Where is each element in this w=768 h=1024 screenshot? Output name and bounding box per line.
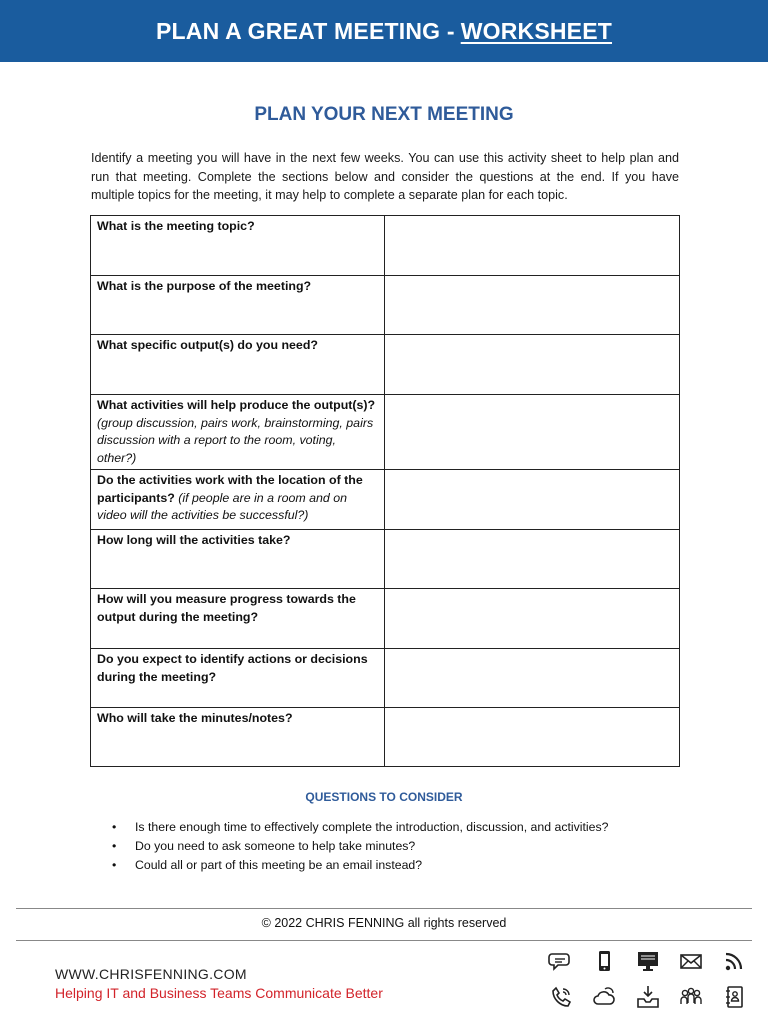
contact-icons — [540, 947, 755, 1019]
header-title-worksheet: WORKSHEET — [460, 17, 613, 44]
question-hint: (group discussion, pairs work, brainstorming, pairs discussion with a report to the room, voting, other?) — [97, 415, 374, 465]
mobile-icon[interactable] — [591, 948, 617, 974]
question-text: What activities will help produce the output(s)? — [97, 398, 376, 412]
answer-cell[interactable] — [385, 708, 680, 767]
table-row — [91, 649, 680, 708]
answer-cell[interactable] — [385, 276, 680, 335]
question-cell — [91, 530, 385, 589]
table-row — [91, 708, 680, 767]
question-text: Do the activities work with the location of the participants? — [97, 473, 363, 505]
header-title: PLAN A GREAT MEETING - — [155, 17, 455, 44]
question-text: Who will take the minutes/notes? — [97, 711, 293, 725]
answer-cell[interactable] — [385, 589, 680, 649]
question-cell — [91, 708, 385, 767]
answer-cell[interactable] — [385, 216, 680, 276]
page-title: PLAN YOUR NEXT MEETING — [254, 104, 514, 125]
question-cell — [91, 335, 385, 395]
list-item: • Could all or part of this meeting be an email instead? — [96, 856, 696, 875]
table-row — [91, 276, 680, 335]
table-row — [91, 216, 680, 276]
team-icon[interactable] — [678, 984, 704, 1010]
question-cell — [91, 649, 385, 708]
planning-table — [90, 215, 680, 767]
table-row — [91, 589, 680, 649]
question-cell — [91, 216, 385, 276]
rss-icon[interactable] — [721, 948, 747, 974]
question-cell — [91, 395, 385, 470]
questions-list — [96, 818, 696, 875]
page-header — [0, 0, 768, 62]
footer-divider-bottom — [16, 940, 752, 941]
question-text: What is the meeting topic? — [97, 219, 255, 233]
footer-divider-top — [16, 908, 752, 909]
question-text: How long will the activities take? — [97, 533, 291, 547]
questions-heading: QUESTIONS TO CONSIDER — [305, 790, 463, 804]
chat-icon[interactable] — [548, 948, 574, 974]
question-cell — [91, 276, 385, 335]
website-link[interactable]: WWW.CHRISFENNING.COM — [55, 966, 247, 982]
question-text: Do you expect to identify actions or decisions during the meeting? — [97, 652, 368, 684]
answer-cell[interactable] — [385, 470, 680, 530]
address-book-icon[interactable] — [721, 984, 747, 1010]
cloud-icon[interactable] — [591, 984, 617, 1010]
table-row — [91, 335, 680, 395]
copyright-text: © 2022 CHRIS FENNING all rights reserved — [261, 916, 507, 930]
question-cell — [91, 470, 385, 530]
question-cell — [91, 589, 385, 649]
list-item: • Is there enough time to effectively complete the introduction, discussion, and activities? — [96, 818, 696, 837]
answer-cell[interactable] — [385, 395, 680, 470]
table-row — [91, 470, 680, 530]
question-text: What is the purpose of the meeting? — [97, 279, 312, 293]
question-text: How will you measure progress towards the output during the meeting? — [97, 592, 356, 624]
question-text: What specific output(s) do you need? — [97, 338, 318, 352]
intro-paragraph: Identify a meeting you will have in the next few weeks. You can use this activity sheet to help plan and run that meeting. Complete the sections below and consider the questions at the end. If you have multiple topics for the meeting, it may help to complete a separate plan for each topic. — [91, 151, 679, 202]
question-hint: (if people are in a room and on video will the activities be successful?) — [97, 490, 348, 522]
table-row — [91, 530, 680, 589]
email-icon[interactable] — [678, 948, 704, 974]
answer-cell[interactable] — [385, 530, 680, 589]
table-row — [91, 395, 680, 470]
monitor-icon[interactable] — [635, 948, 661, 974]
phone-icon[interactable] — [548, 984, 574, 1010]
tagline: Helping IT and Business Teams Communicate Better — [55, 985, 383, 1001]
answer-cell[interactable] — [385, 649, 680, 708]
answer-cell[interactable] — [385, 335, 680, 395]
inbox-download-icon[interactable] — [635, 984, 661, 1010]
list-item: • Do you need to ask someone to help take minutes? — [96, 837, 696, 856]
